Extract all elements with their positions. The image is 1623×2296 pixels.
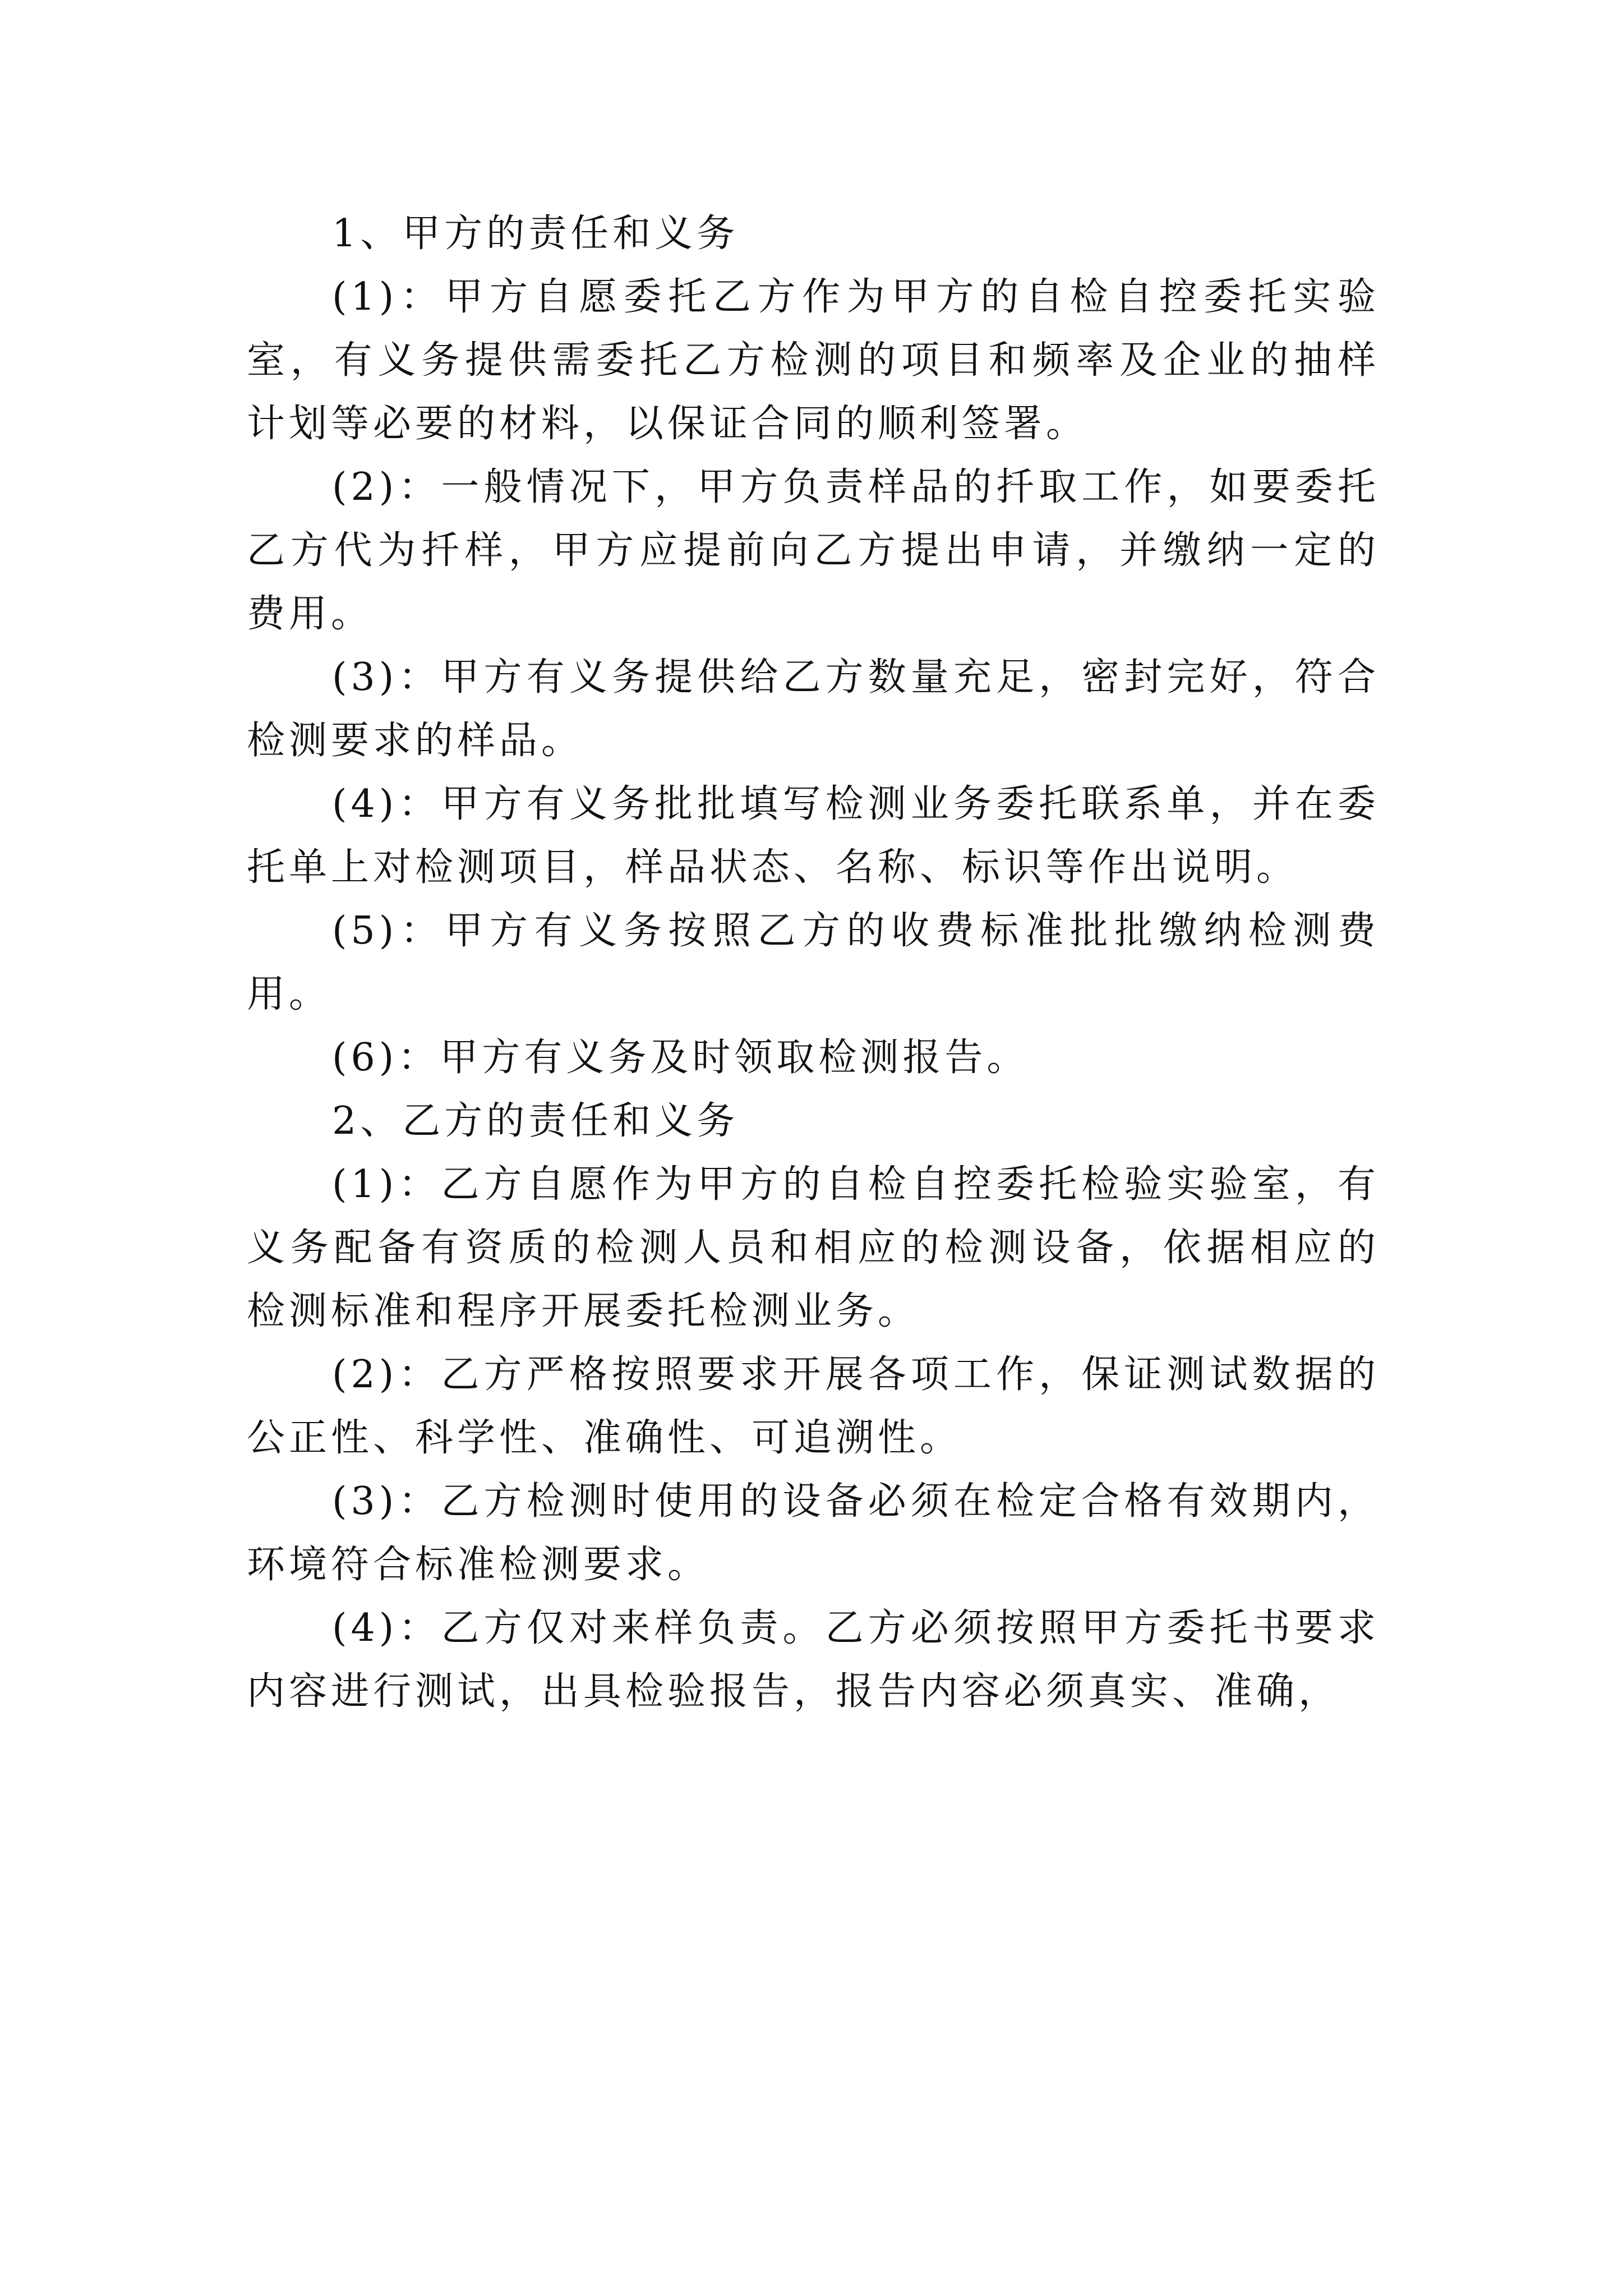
paragraph: (3)：乙方检测时使用的设备必须在检定合格有效期内，环境符合标准检测要求。 [247,1479,1380,1587]
paragraph: (1)：乙方自愿作为甲方的自检自控委托检验实验室，有义务配备有资质的检测人员和相应的检测设备，依据相应的检测标准和程序开展委托检测业务。 [247,1162,1380,1333]
paragraph: (1)：甲方自愿委托乙方作为甲方的自检自控委托实验室，有义务提供需委托乙方检测的项目和频率及企业的抽样计划等必要的材料，以保证合同的顺利签署。 [247,275,1380,446]
paragraph: (3)：甲方有义务提供给乙方数量充足，密封完好，符合检测要求的样品。 [247,655,1380,763]
paragraph: 1、甲方的责任和义务 [332,211,739,256]
paragraph: (4)：甲方有义务批批填写检测业务委托联系单，并在委托单上对检测项目，样品状态、名称、标识等作出说明。 [247,782,1380,890]
document-body [247,202,1380,1723]
paragraph: (6)：甲方有义务及时领取检测报告。 [332,1036,1029,1080]
paragraph: (5)：甲方有义务按照乙方的收费标准批批缴纳检测费用。 [247,909,1380,1016]
paragraph: 2、乙方的责任和义务 [332,1099,739,1143]
paragraph: (2)：乙方严格按照要求开展各项工作，保证测试数据的公正性、科学性、准确性、可追溯性。 [247,1352,1380,1460]
paragraph: (2)：一般情况下，甲方负责样品的扦取工作，如要委托乙方代为扦样，甲方应提前向乙方提出申请，并缴纳一定的费用。 [247,465,1380,636]
paragraph: (4)：乙方仅对来样负责。乙方必须按照甲方委托书要求内容进行测试，出具检验报告，报告内容必须真实、准确， [247,1606,1380,1714]
